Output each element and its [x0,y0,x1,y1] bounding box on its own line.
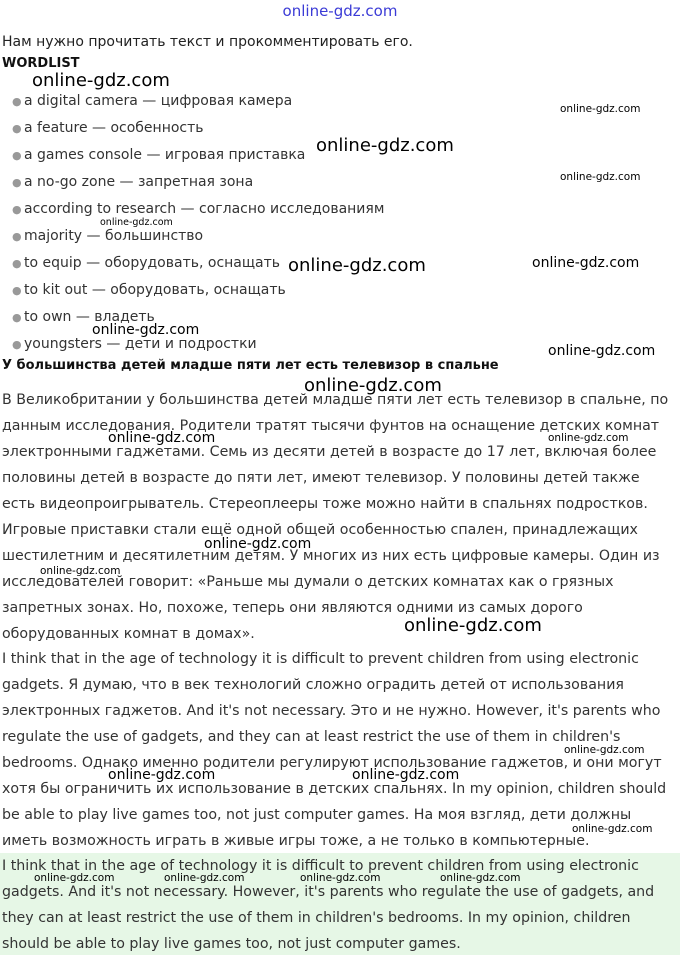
watermark: online-gdz.com [548,343,656,359]
bullet-icon: ● [12,95,22,108]
header-watermark: online-gdz.com [282,2,398,20]
list-item: ● to own — владеть [12,306,384,333]
watermark: online-gdz.com [304,375,442,396]
bullet-icon: ● [12,257,22,270]
list-item: ● a digital camera — цифровая камера [12,90,384,117]
intro-text: Нам нужно прочитать текст и прокомментировать его. [2,34,413,50]
list-item: ● youngsters — дети и подростки [12,333,384,360]
list-item: ● according to research — согласно исследованиям [12,198,384,225]
wordlist-title: WORDLIST [2,56,80,71]
watermark: online-gdz.com [204,536,312,552]
bullet-icon: ● [12,176,22,189]
answer-box [0,853,680,955]
watermark: online-gdz.com [440,872,521,884]
watermark: online-gdz.com [108,430,216,446]
list-item: ● a games console — игровая приставка [12,144,384,171]
bullet-icon: ● [12,311,22,324]
watermark: online-gdz.com [404,615,542,636]
watermark: online-gdz.com [34,872,115,884]
watermark: online-gdz.com [548,432,629,444]
text-paragraph-russian: В Великобритании у большинства детей младше пяти лет есть телевизор в спальне, по данным исследования. Родители тратят тысячи фунтов на оснащение детских комнат электронными гаджетами. Семь из десяти детей в возрасте до 17 лет, включая более половины детей в возрасте до пяти лет, имеют телевизор. У половины детей также есть видеопроигрыватель. Стереоплееры тоже можно найти в спальнях подростков. Игровые приставки стали ещё одной общей особенностью спален, принадлежащих шестилетним и десятилетним детям. У многих из них есть цифровые камеры. Один из исследователей говорит: «Раньше мы думали о детских комнатах как о грязных запретных зонах. Но, похоже, теперь они являются одними из самых дорого оборудованных комнат в домах». [2,392,669,642]
watermark: online-gdz.com [560,103,641,115]
list-item: ● a no-go zone — запретная зона [12,171,384,198]
section-title: У большинства детей младше пяти лет есть телевизор в спальне [2,358,499,373]
bullet-icon: ● [12,203,22,216]
watermark: online-gdz.com [560,171,641,183]
wordlist [12,90,384,360]
list-item: ● a feature — особенность [12,117,384,144]
bullet-icon: ● [12,122,22,135]
bullet-icon: ● [12,284,22,297]
watermark: online-gdz.com [532,255,640,271]
bullet-icon: ● [12,149,22,162]
bullet-icon: ● [12,338,22,351]
watermark: online-gdz.com [572,823,653,835]
watermark: online-gdz.com [40,565,121,577]
list-item: ● to equip — оборудовать, оснащать [12,252,384,279]
watermark: online-gdz.com [300,872,381,884]
watermark: online-gdz.com [564,744,645,756]
watermark: online-gdz.com [288,255,426,276]
watermark: online-gdz.com [108,767,216,783]
watermark: online-gdz.com [100,217,173,228]
comment-paragraph: I think that in the age of technology it is difficult to prevent children from using electronic gadgets. Я думаю, что в век технологий сложно оградить детей от использования электронных гаджетов. And it's not necessary. Это и не нужно. However, it's parents who regulate the use of gadgets, and they can at least restrict the use of them in children's bedrooms. Однако именно родители регулируют использование гаджетов, и они могут хотя бы ограничить их использование в детских спальнях. In my opinion, children should be able to play live games too, not just computer games. На моя взгляд, дети должны иметь возможность играть в живые игры тоже, а не только в компьютерные. [2,651,667,849]
watermark: online-gdz.com [316,135,454,156]
watermark: online-gdz.com [92,322,200,338]
watermark: online-gdz.com [352,767,460,783]
list-item: ● to kit out — оборудовать, оснащать [12,279,384,306]
answer-paragraph: I think that in the age of technology it is difficult to prevent children from using electronic gadgets. And it's not necessary. However, it's parents who regulate the use of gadgets, and they can at least restrict the use of them in children's bedrooms. In my opinion, children should be able to play live games too, not just computer games. [2,858,655,952]
list-item: ● majority — большинство [12,225,384,252]
bullet-icon: ● [12,230,22,243]
watermark: online-gdz.com [164,872,245,884]
watermark: online-gdz.com [32,70,170,91]
